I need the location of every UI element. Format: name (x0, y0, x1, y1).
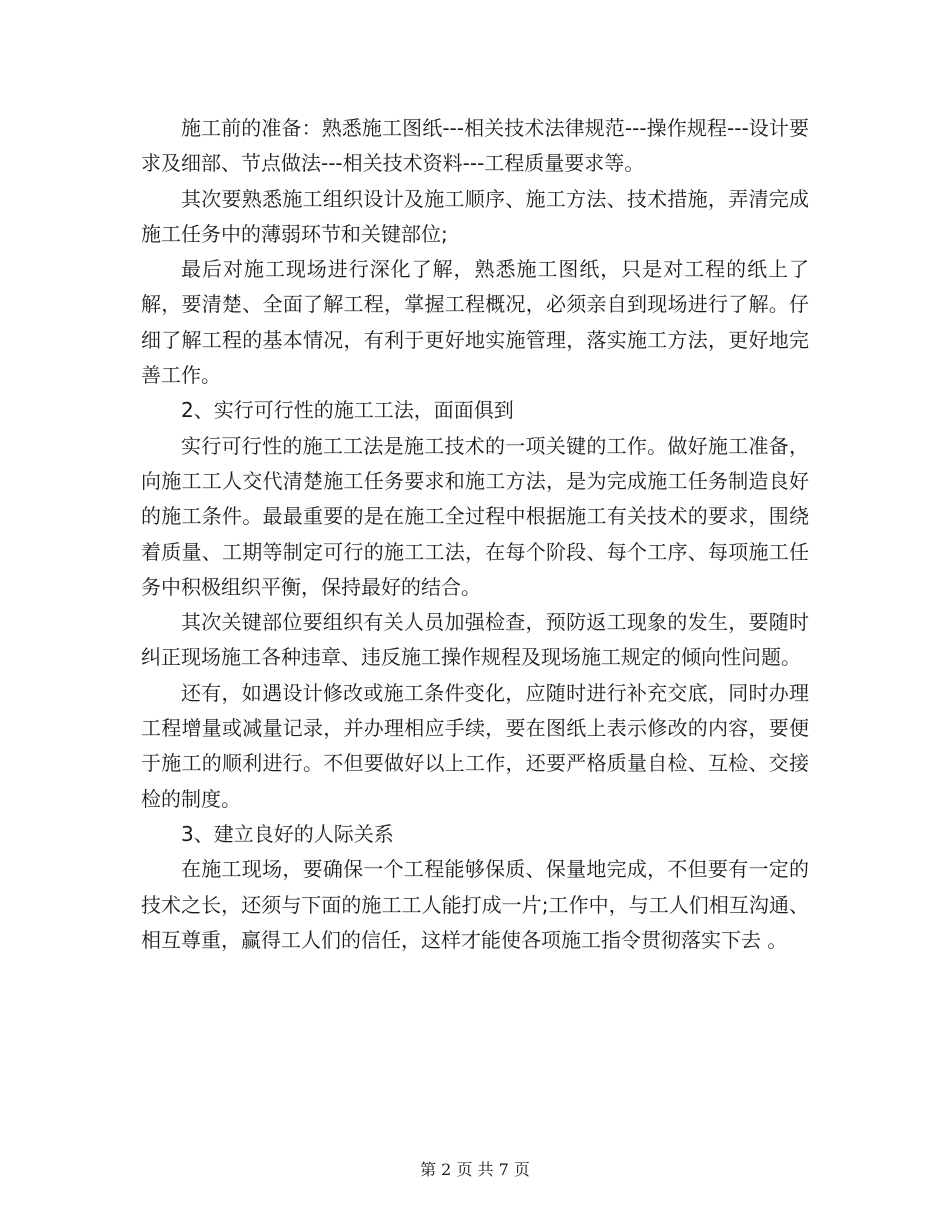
paragraph-site-understanding: 最后对施工现场进行深化了解，熟悉施工图纸，只是对工程的纸上了解，要清楚、全面了解工程，掌握工程概况，必须亲自到现场进行了解。仔细了解工程的基本情况，有利于更好地实施管理，落实施工方法，更好地完善工作。 (141, 257, 809, 388)
paragraph-organization-design: 其次要熟悉施工组织设计及施工顺序、施工方法、技术措施，弄清完成施工任务中的薄弱环节和关键部位; (141, 186, 809, 246)
paragraph-key-inspection: 其次关键部位要组织有关人员加强检查，预防返工现象的发生，要随时纠正现场施工各种违章、违反施工操作规程及现场施工规定的倾向性问题。 (141, 610, 809, 670)
paragraph-preparation: 施工前的准备：熟悉施工图纸---相关技术法律规范---操作规程---设计要求及细部、节点做法---相关技术资料---工程质量要求等。 (141, 116, 809, 176)
section-heading-2: 2、实行可行性的施工工法，面面俱到 (181, 398, 514, 423)
page-number: 第 2 页 共 7 页 (420, 1160, 530, 1179)
section-heading-3: 3、建立良好的人际关系 (181, 821, 394, 846)
paragraph-feasible-method: 实行可行性的施工工法是施工技术的一项关键的工作。做好施工准备，向施工工人交代清楚施工任务要求和施工方法，是为完成施工任务制造良好的施工条件。最最重要的是在施工全过程中根据施工有关技术的要求，围绕着质量、工期等制定可行的施工工法，在每个阶段、每个工序、每项施工任务中积极组织平衡，保持最好的结合。 (141, 433, 809, 599)
document-body (141, 111, 809, 958)
paragraph-relationships: 在施工现场，要确保一个工程能够保质、保量地完成，不但要有一定的技术之长，还须与下面的施工工人能打成一片;工作中，与工人们相互沟通、相互尊重，赢得工人们的信任，这样才能使各项施工指令贯彻落实下去 。 (141, 857, 809, 952)
paragraph-design-changes: 还有，如遇设计修改或施工条件变化，应随时进行补充交底，同时办理工程增量或减量记录，并办理相应手续，要在图纸上表示修改的内容，要便于施工的顺利进行。不但要做好以上工作，还要严格质量自检、互检、交接检的制度。 (141, 680, 809, 811)
